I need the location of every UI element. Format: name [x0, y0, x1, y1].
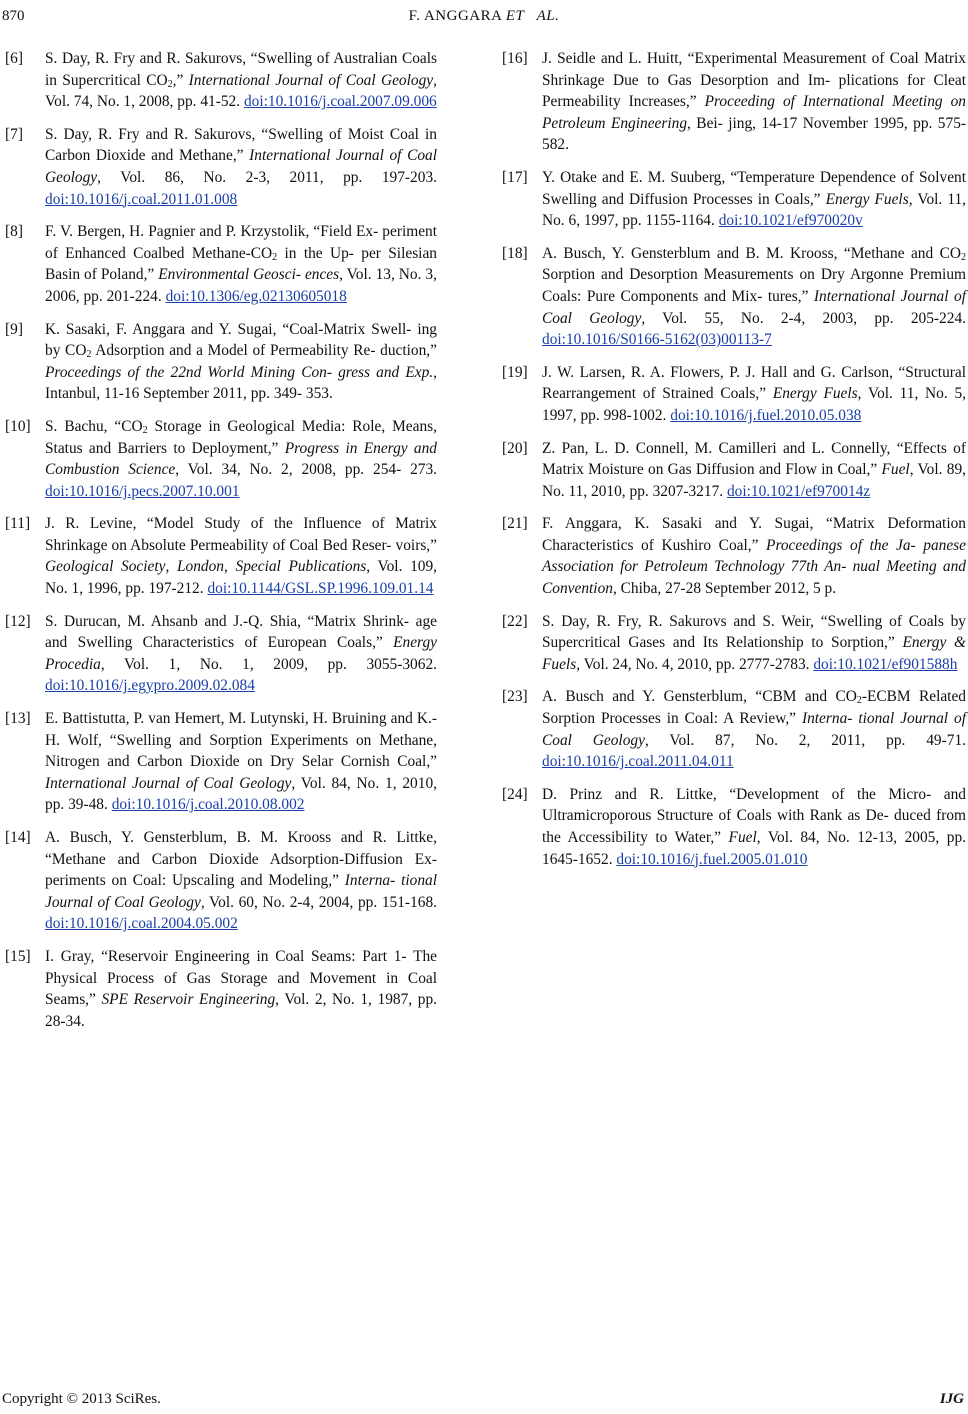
reference-item [5, 946, 437, 1032]
reference-details: , Vol. 2, No. 1, 1987, pp. 28-34. [45, 991, 437, 1030]
reference-text [542, 784, 966, 870]
reference-authors-title: I. Gray, “Reservoir Engineering in Coal Seams: Part 1- The Physical Process of Gas Storage and Movement in Coal Seams,” [45, 947, 437, 1009]
page-number: 870 [2, 8, 25, 24]
reference-journal: Proceedings of the 22nd World Mining Con- gress and Exp. [45, 363, 434, 381]
doi-link[interactable]: doi:10.1016/j.coal.2010.08.002 [111, 796, 305, 814]
reference-number: [14] [5, 829, 31, 846]
reference-details: , Vol. 34, No. 2, 2008, pp. 254- 273. [175, 461, 437, 479]
reference-details: , Bei- jing, 14-17 November 1995, pp. 575-582. [542, 114, 967, 154]
reference-number: [17] [502, 168, 528, 186]
reference-item [502, 362, 966, 427]
reference-number: [18] [502, 244, 528, 262]
reference-journal: Fuel [728, 829, 757, 846]
running-head [0, 8, 968, 25]
reference-text-part: -ECBM Related Sorption Processes in Coal: A Review,” [542, 688, 966, 728]
reference-number: [21] [502, 515, 528, 533]
reference-number: [10] [5, 417, 31, 435]
reference-authors-title: S. Durucan, M. Ahsanb and J.-Q. Shia, “Matrix Shrink- age and Swelling Characteristics of European Coals,” [45, 612, 437, 652]
reference-item [5, 319, 437, 405]
reference-journal: Energy Procedia [45, 634, 437, 673]
reference-journal: Energy Fuels [825, 190, 909, 208]
reference-text [45, 416, 437, 502]
reference-details: , Vol. 11, No. 5, 1997, pp. 998-1002. [542, 385, 966, 424]
reference-journal: International Journal of Coal Geology [542, 287, 966, 327]
reference-journal: Special Publications [235, 558, 367, 576]
reference-details: , Intanbul, 11-16 September 2011, pp. 349- 353. [45, 363, 437, 403]
reference-details: , Vol. 109, No. 1, 1996, pp. 197-212. [45, 558, 438, 598]
reference-authors-title: K. Sasaki, F. Anggara and Y. Sugai, “Coal-Matrix Swell- ing by CO [45, 320, 437, 360]
reference-text [45, 611, 437, 697]
reference-details: , Vol. 60, No. 2-4, 2004, pp. 151-168. [200, 893, 437, 911]
reference-number: [11] [5, 515, 31, 533]
running-head-author: F. ANGGARA [408, 8, 502, 24]
reference-item [5, 416, 437, 502]
reference-text-part: Sorption and Desorption Measurements on Dry Argonne Premium Coals: Pure Components and Mix- tures,” [542, 266, 966, 305]
reference-item [502, 784, 966, 870]
reference-details: , Vol. 84, No. 1, 2010, pp. 39-48. [45, 774, 437, 814]
reference-column-left [5, 48, 437, 1043]
reference-text [45, 48, 437, 113]
reference-item [502, 686, 966, 772]
reference-text [45, 221, 437, 307]
doi-link[interactable]: doi:10.1021/ef970014z [726, 482, 871, 500]
subscript: 2 [86, 349, 92, 361]
reference-authors-title: A. Busch, Y. Gensterblum, B. M. Krooss and R. Littke, “Methane and Carbon Dioxide Adsorption-Diffusion Ex- periments on Coal: Upscaling and Modeling,” [45, 829, 437, 890]
reference-number: [24] [502, 785, 528, 803]
reference-journal: Proceedings of the Ja- panese Association for Petroleum Technology 77th An- nual Meeting and Convention [542, 536, 966, 598]
reference-details: , Vol. 13, No. 3, 2006, pp. 201-224. [45, 266, 437, 305]
reference-authors-title: S. Bachu, “CO [45, 417, 143, 435]
journal-abbreviation: IJG [939, 1391, 964, 1407]
reference-number: [9] [5, 320, 23, 338]
reference-details: , Vol. 24, No. 4, 2010, pp. 2777-2783. [576, 655, 814, 673]
doi-link[interactable]: doi:10.1016/j.coal.2007.09.006 [243, 93, 437, 111]
reference-authors-title: S. Day, R. Fry and R. Sakurovs, “Swelling of Moist Coal in Carbon Dioxide and Methane,” [45, 125, 437, 165]
reference-text [45, 319, 437, 405]
doi-link[interactable]: doi:10.1306/eg.02130605018 [165, 287, 347, 305]
page-header [0, 8, 968, 28]
reference-number: [12] [5, 612, 31, 630]
reference-item [502, 48, 966, 156]
reference-item [502, 513, 966, 599]
reference-text [542, 513, 966, 599]
reference-journal: Energy Fuels [772, 385, 858, 403]
reference-details: , Vol. 86, No. 2-3, 2011, pp. 197-203. [97, 168, 437, 186]
reference-authors-title: Y. Otake and E. M. Suuberg, “Temperature Dependence of Solvent Swelling and Diffusion Processes in Coals,” [542, 168, 966, 208]
reference-number: [7] [5, 125, 23, 143]
reference-text [542, 362, 966, 427]
reference-text [542, 686, 966, 772]
reference-journal: London [176, 558, 225, 576]
doi-link[interactable]: doi:10.1021/ef901588h [813, 655, 958, 673]
reference-item [502, 438, 966, 503]
reference-text [542, 48, 966, 156]
reference-details: , Vol. 11, No. 6, 1997, pp. 1155-1164. [542, 190, 966, 230]
reference-text-part: , [224, 558, 236, 576]
reference-journal: Energy & Fuels [542, 634, 966, 673]
reference-authors-title: Z. Pan, L. D. Connell, M. Camilleri and L. Connelly, “Effects of Matrix Moisture on Gas Diffusion and Flow in Coal,” [542, 439, 966, 479]
doi-link[interactable]: doi:10.1016/j.egypro.2009.02.084 [45, 677, 255, 695]
subscript: 2 [272, 251, 278, 263]
reference-text [45, 946, 437, 1032]
reference-item [5, 48, 437, 113]
reference-authors-title: D. Prinz and R. Littke, “Development of the Micro- and Ultramicroporous Structure of Coals with Rank as De- duced from the Accessibility to Water,” [542, 785, 966, 846]
doi-link[interactable]: doi:10.1016/j.pecs.2007.10.001 [45, 482, 240, 500]
reference-number: [8] [5, 223, 23, 241]
reference-number: [22] [502, 612, 528, 630]
reference-number: [23] [502, 688, 528, 706]
reference-number: [16] [502, 50, 528, 67]
reference-journal: SPE Reservoir Engineering [101, 991, 276, 1009]
doi-link[interactable]: doi:10.1016/j.coal.2011.01.008 [45, 190, 238, 208]
reference-authors-title: S. Day, R. Fry, R. Sakurovs and S. Weir, “Swelling of Coals by Supercritical Gases and Its Relationship to Sorption,” [542, 612, 966, 652]
reference-journal: International Journal of Coal Geology [188, 71, 434, 89]
reference-authors-title: J. Seidle and L. Huitt, “Experimental Measurement of Coal Matrix Shrinkage Due to Gas Desorption and Im- plications for Cleat Permeability Increases,” [542, 50, 966, 111]
reference-journal: Environmental Geosci- ences [158, 266, 340, 284]
reference-item [5, 708, 437, 816]
subscript: 2 [142, 424, 148, 436]
reference-text [45, 513, 437, 599]
reference-column-right [502, 48, 966, 881]
doi-link[interactable]: doi:10.1016/j.coal.2011.04.011 [542, 753, 734, 771]
reference-journal: Proceeding of International Meeting on Petroleum Engineering [542, 93, 966, 132]
reference-details: , Vol. 89, No. 11, 2010, pp. 3207-3217. [542, 461, 967, 500]
reference-text-part: Adsorption and a Model of Permeability Re- duction,” [91, 342, 437, 360]
doi-link[interactable]: doi:10.1021/ef970020v [718, 212, 863, 230]
copyright-notice: Copyright © 2013 SciRes. [2, 1391, 161, 1407]
reference-text-part: ,” [172, 71, 189, 89]
subscript: 2 [167, 78, 173, 90]
subscript: 2 [961, 251, 966, 263]
reference-details: , Vol. 1, No. 1, 2009, pp. 3055-3062. [100, 655, 437, 673]
reference-authors-title: E. Battistutta, P. van Hemert, M. Lutynski, H. Bruining and K.-H. Wolf, “Swelling and Sorption Experiments on Methane, Nitrogen and Carbon Dioxide on Dry Selar Cornish Coal,” [45, 710, 437, 771]
reference-journal: International Journal of Coal Geology [45, 774, 292, 792]
reference-number: [6] [5, 50, 23, 67]
reference-text [45, 708, 437, 816]
reference-text-part: Storage in Geological Media: Role, Means, Status and Barriers to Deployment,” [45, 417, 438, 457]
reference-number: [19] [502, 363, 528, 381]
reference-authors-title: F. Anggara, K. Sasaki and Y. Sugai, “Matrix Deformation Characteristics of Kushiro Coal,” [542, 515, 966, 554]
reference-authors-title: S. Day, R. Fry and R. Sakurovs, “Swelling of Australian Coals in Supercritical CO [45, 50, 437, 89]
reference-journal: Fuel [881, 461, 910, 479]
reference-journal: Interna- tional Journal of Coal Geology [542, 710, 966, 749]
reference-text-part: , [165, 558, 177, 576]
doi-link[interactable]: doi:10.1016/j.fuel.2005.01.010 [616, 850, 808, 868]
reference-authors-title: A. Busch and Y. Gensterblum, “CBM and CO [542, 688, 857, 706]
reference-details: , Vol. 55, No. 2-4, 2003, pp. 205-224. [641, 309, 966, 327]
doi-link[interactable]: doi:10.1016/S0166-5162(03)00113-7 [542, 331, 772, 349]
page-footer [0, 1388, 968, 1408]
reference-authors-title: A. Busch, Y. Gensterblum and B. M. Krooss, “Methane and CO [542, 244, 961, 262]
reference-item [5, 611, 437, 697]
reference-details: , Chiba, 27-28 September 2012, 5 p. [612, 580, 837, 598]
reference-item [5, 513, 437, 599]
doi-link[interactable]: doi:10.1016/j.coal.2004.05.002 [45, 915, 238, 933]
doi-link[interactable]: doi:10.1144/GSL.SP.1996.109.01.14 [207, 580, 434, 598]
reference-authors-title: J. W. Larsen, R. A. Flowers, P. J. Hall and G. Carlson, “Structural Rearrangement of Strained Coals,” [542, 363, 966, 403]
reference-text [542, 438, 966, 503]
reference-text [542, 611, 966, 676]
reference-number: [13] [5, 710, 31, 728]
reference-text [542, 167, 966, 232]
reference-authors-title: F. V. Bergen, H. Pagnier and P. Krzystolik, “Field Ex- periment of Enhanced Coalbed Methane-CO [45, 223, 437, 262]
reference-number: [20] [502, 439, 528, 457]
reference-journal: International Journal of Coal Geology [45, 147, 438, 186]
reference-item [5, 221, 437, 307]
reference-item [502, 243, 966, 351]
running-head-etal: ET AL. [505, 8, 560, 24]
subscript: 2 [856, 695, 862, 707]
reference-number: [15] [5, 947, 31, 965]
reference-text [45, 124, 437, 210]
doi-link[interactable]: doi:10.1016/j.fuel.2010.05.038 [670, 406, 862, 424]
reference-item [502, 611, 966, 676]
reference-journal: Interna- tional Journal of Coal Geology [45, 872, 437, 911]
reference-details: , Vol. 87, No. 2, 2011, pp. 49-71. [644, 731, 966, 749]
reference-details: , Vol. 74, No. 1, 2008, pp. 41-52. [45, 71, 437, 111]
reference-item [502, 167, 966, 232]
reference-text [45, 827, 437, 935]
reference-authors-title: J. R. Levine, “Model Study of the Influence of Matrix Shrinkage on Absolute Permeability of Coal Bed Reser- voirs,” [45, 515, 437, 554]
reference-text [542, 243, 966, 351]
reference-journal: Progress in Energy and Combustion Science [45, 439, 437, 479]
reference-item [5, 124, 437, 210]
reference-item [5, 827, 437, 935]
reference-details: , Vol. 84, No. 12-13, 2005, pp. 1645-1652. [542, 829, 966, 868]
reference-journal: Geological Society [45, 558, 166, 576]
reference-text-part: in the Up- per Silesian Basin of Poland,” [45, 244, 437, 284]
